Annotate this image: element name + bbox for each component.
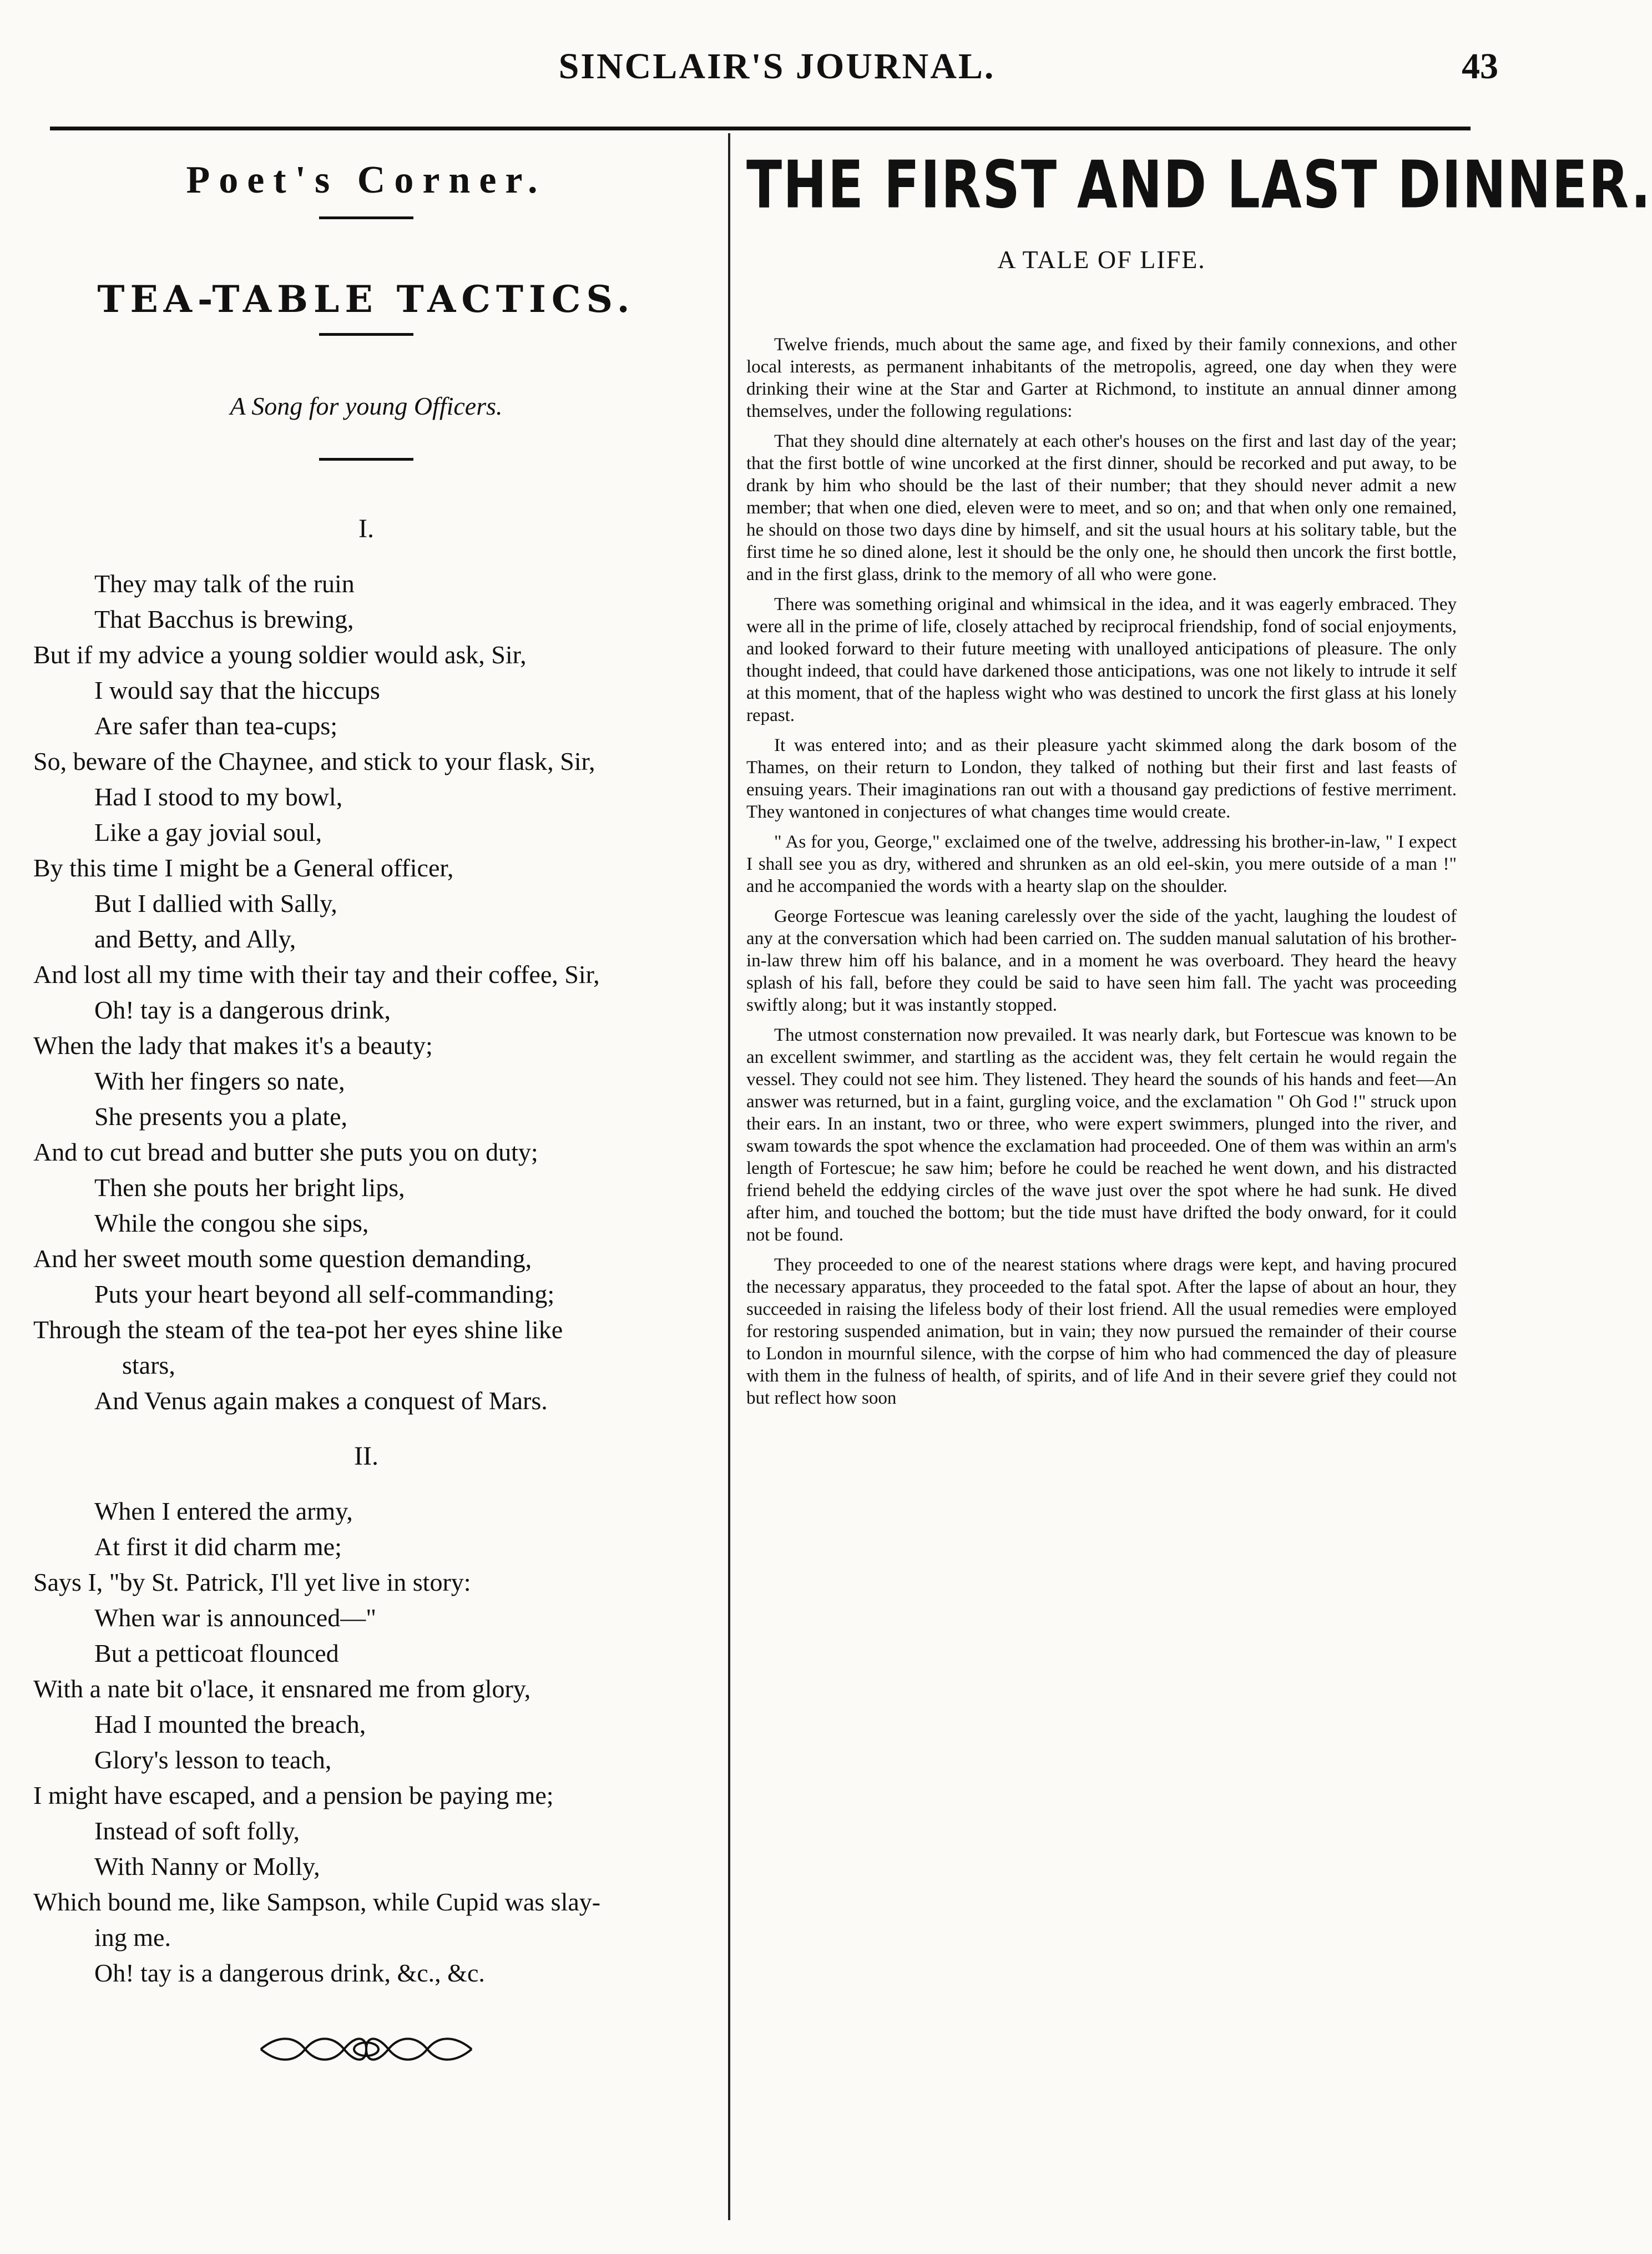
story-title: THE FIRST AND LAST DINNER.: [746, 148, 1652, 224]
poem-line: And her sweet mouth some question demanding,: [33, 1244, 532, 1273]
poem-line: But I dallied with Sally,: [94, 889, 337, 917]
poem-line: Glory's lesson to teach,: [94, 1746, 332, 1774]
story-column: [746, 147, 1652, 1417]
short-rule: [319, 216, 413, 219]
poem-line: Had I stood to my bowl,: [94, 783, 343, 811]
poem-line: Says I, "by St. Patrick, I'll yet live in story:: [33, 1568, 471, 1596]
poem-line: And to cut bread and butter she puts you on duty;: [33, 1138, 538, 1166]
column-divider: [728, 133, 730, 2220]
poem-line: When I entered the army,: [94, 1497, 353, 1525]
stanza-1: [33, 566, 699, 1419]
poem-line: Instead of soft folly,: [94, 1817, 300, 1845]
poem-line: Which bound me, like Sampson, while Cupid was slay-: [33, 1888, 601, 1916]
poem-line: I would say that the hiccups: [94, 676, 380, 704]
poem-line: Had I mounted the breach,: [94, 1710, 366, 1738]
poem-line: When war is announced—": [94, 1603, 376, 1632]
poem-line: Then she pouts her bright lips,: [94, 1173, 405, 1202]
story-paragraph: It was entered into; and as their pleasure yacht skimmed along the dark bosom of the Thames, on their return to London, they talked of nothing but their first and last feasts of ensuing years. Their imaginations ran out with a thousand gay predictions of festive merriment. They wantoned in conjectures of what changes time would create.: [746, 735, 1457, 822]
poets-corner-heading: Poet's Corner.: [186, 159, 547, 201]
poem-line: Are safer than tea-cups;: [94, 712, 338, 740]
poets-corner-column: [33, 150, 699, 2071]
page-number: 43: [1462, 46, 1498, 87]
poem-line: By this time I might be a General officer,: [33, 854, 454, 882]
stanza-2: [33, 1494, 699, 1991]
short-rule: [319, 458, 413, 461]
story-paragraph: The utmost consternation now prevailed. It was nearly dark, but Fortescue was known to be an excellent swimmer, and startling as the accident was, they felt certain he would regain the vessel. They could not see him. They listened. They heard the sounds of his hands and feet—An answer was returned, but in a faint, gurgling voice, and the exclamation " Oh God !" struck upon their ears. In an instant, two or three, who were expert swimmers, plunged into the river, and swam towards the spot whence the exclamation had proceeded. One of them was within an arm's length of Fortescue; he saw him; before he could be reached he went down, and his distracted friend beheld the eddying circles of the wave just over the spot where he had sunk. He dived after him, and touched the bottom; but the tide must have drifted the body onward, for it could not be found.: [746, 1025, 1457, 1245]
stanza-number: I.: [358, 514, 374, 543]
poem-line: With a nate bit o'lace, it ensnared me from glory,: [33, 1675, 531, 1703]
poem-line: Oh! tay is a dangerous drink,: [94, 996, 391, 1024]
poem-title: TEA-TABLE TACTICS.: [97, 278, 635, 321]
poem-line: stars,: [122, 1351, 175, 1379]
story-paragraph: Twelve friends, much about the same age, and fixed by their family connexions, and other local interests, as permanent inhabitants of the metropolis, agreed, one day when they were drinking their wine at the Star and Garter at Richmond, to institute an annual dinner among themselves, under the following regulations:: [746, 335, 1457, 421]
poem-line: But if my advice a young soldier would ask, Sir,: [33, 641, 527, 669]
poem-line: I might have escaped, and a pension be paying me;: [33, 1781, 554, 1809]
poem-line: And Venus again makes a conquest of Mars.: [94, 1386, 548, 1415]
poem-line: Puts your heart beyond all self-commanding;: [94, 1280, 555, 1308]
stanza-number: II.: [354, 1441, 378, 1471]
poem-line: While the congou she sips,: [94, 1209, 369, 1237]
poem-line: and Betty, and Ally,: [94, 925, 296, 953]
poem-line: They may talk of the ruin: [94, 569, 355, 598]
poem-line: With Nanny or Molly,: [94, 1852, 320, 1880]
story-paragraph: George Fortescue was leaning carelessly over the side of the yacht, laughing the loudest of any at the conversation which had been carried on. The sudden manual salutation of his brother-in-law threw him off his balance, and in a moment he was overboard. They heard the heavy splash of his fall, before they could be said to have seen him fall. The yacht was proceeding swiftly along; but it was instantly stopped.: [746, 906, 1457, 1015]
story-subtitle: A TALE OF LIFE.: [997, 245, 1206, 274]
poem-line: Like a gay jovial soul,: [94, 818, 322, 846]
poem-line: ing me.: [94, 1923, 171, 1952]
poem-line: But a petticoat flounced: [94, 1639, 339, 1667]
story-paragraph: They proceeded to one of the nearest stations where drags were kept, and having procured the necessary apparatus, they proceeded to the fatal spot. After the lapse of about an hour, they succeeded in raising the lifeless body of their lost friend. All the usual remedies were employed for restoring suspended animation, but in vain; they now pursued the remainder of their course to London in mournful silence, with the corpse of him who had commenced the day of pleasure with them in the fulness of health, of spirits, and of life And in their severe grief they could not but reflect how soon: [746, 1255, 1457, 1408]
poem-line: She presents you a plate,: [94, 1102, 348, 1131]
story-paragraph: There was something original and whimsical in the idea, and it was eagerly embraced. They were all in the prime of life, closely attached by reciprocal friendship, fond of social enjoyments, and looked forward to their future meeting with unalloyed anticipations of pleasure. The only thought indeed, that could have darkened those anticipations, was one not likely to intrude it self at this moment, that of the hapless wight who was destined to uncork the first glass at his lonely repast.: [746, 594, 1457, 725]
running-header: [44, 46, 1509, 95]
story-paragraph: That they should dine alternately at each other's houses on the first and last day of the year; that the first bottle of wine uncorked at the first dinner, should be recorked and put away, to be drank by him who should be the last of their number; that they should never admit a new member; that when one died, eleven were to meet, and so on; and that when only one remained, he should on those two days dine by himself, and sit the usual hours at his solitary table, but the first time he so dined alone, lest it should be the only one, he should then uncork the first bottle, and in the first glass, drink to the memory of all who were gone.: [746, 431, 1457, 584]
poem-line: Oh! tay is a dangerous drink, &c., &c.: [94, 1959, 485, 1987]
poem-line: Through the steam of the tea-pot her eyes shine like: [33, 1315, 563, 1344]
journal-title: SINCLAIR'S JOURNAL.: [558, 46, 996, 87]
short-rule: [319, 333, 413, 336]
header-rule: [50, 127, 1471, 130]
story-body: [746, 334, 1457, 1409]
poem-line: That Bacchus is brewing,: [94, 605, 354, 633]
poem-line: And lost all my time with their tay and their coffee, Sir,: [33, 960, 600, 989]
poem-line: At first it did charm me;: [94, 1532, 342, 1561]
ornament-flourish-icon: [33, 2030, 699, 2071]
poem-line: So, beware of the Chaynee, and stick to your flask, Sir,: [33, 747, 595, 775]
poem-line: With her fingers so nate,: [94, 1067, 345, 1095]
poem-subtitle: A Song for young Officers.: [230, 392, 503, 420]
story-paragraph: " As for you, George," exclaimed one of the twelve, addressing his brother-in-law, " I expect I shall see you as dry, withered and shrunken as an old eel-skin, you mere outside of a man !" and he accompanied the words with a hearty slap on the shoulder.: [746, 832, 1457, 896]
poem-line: When the lady that makes it's a beauty;: [33, 1031, 433, 1060]
